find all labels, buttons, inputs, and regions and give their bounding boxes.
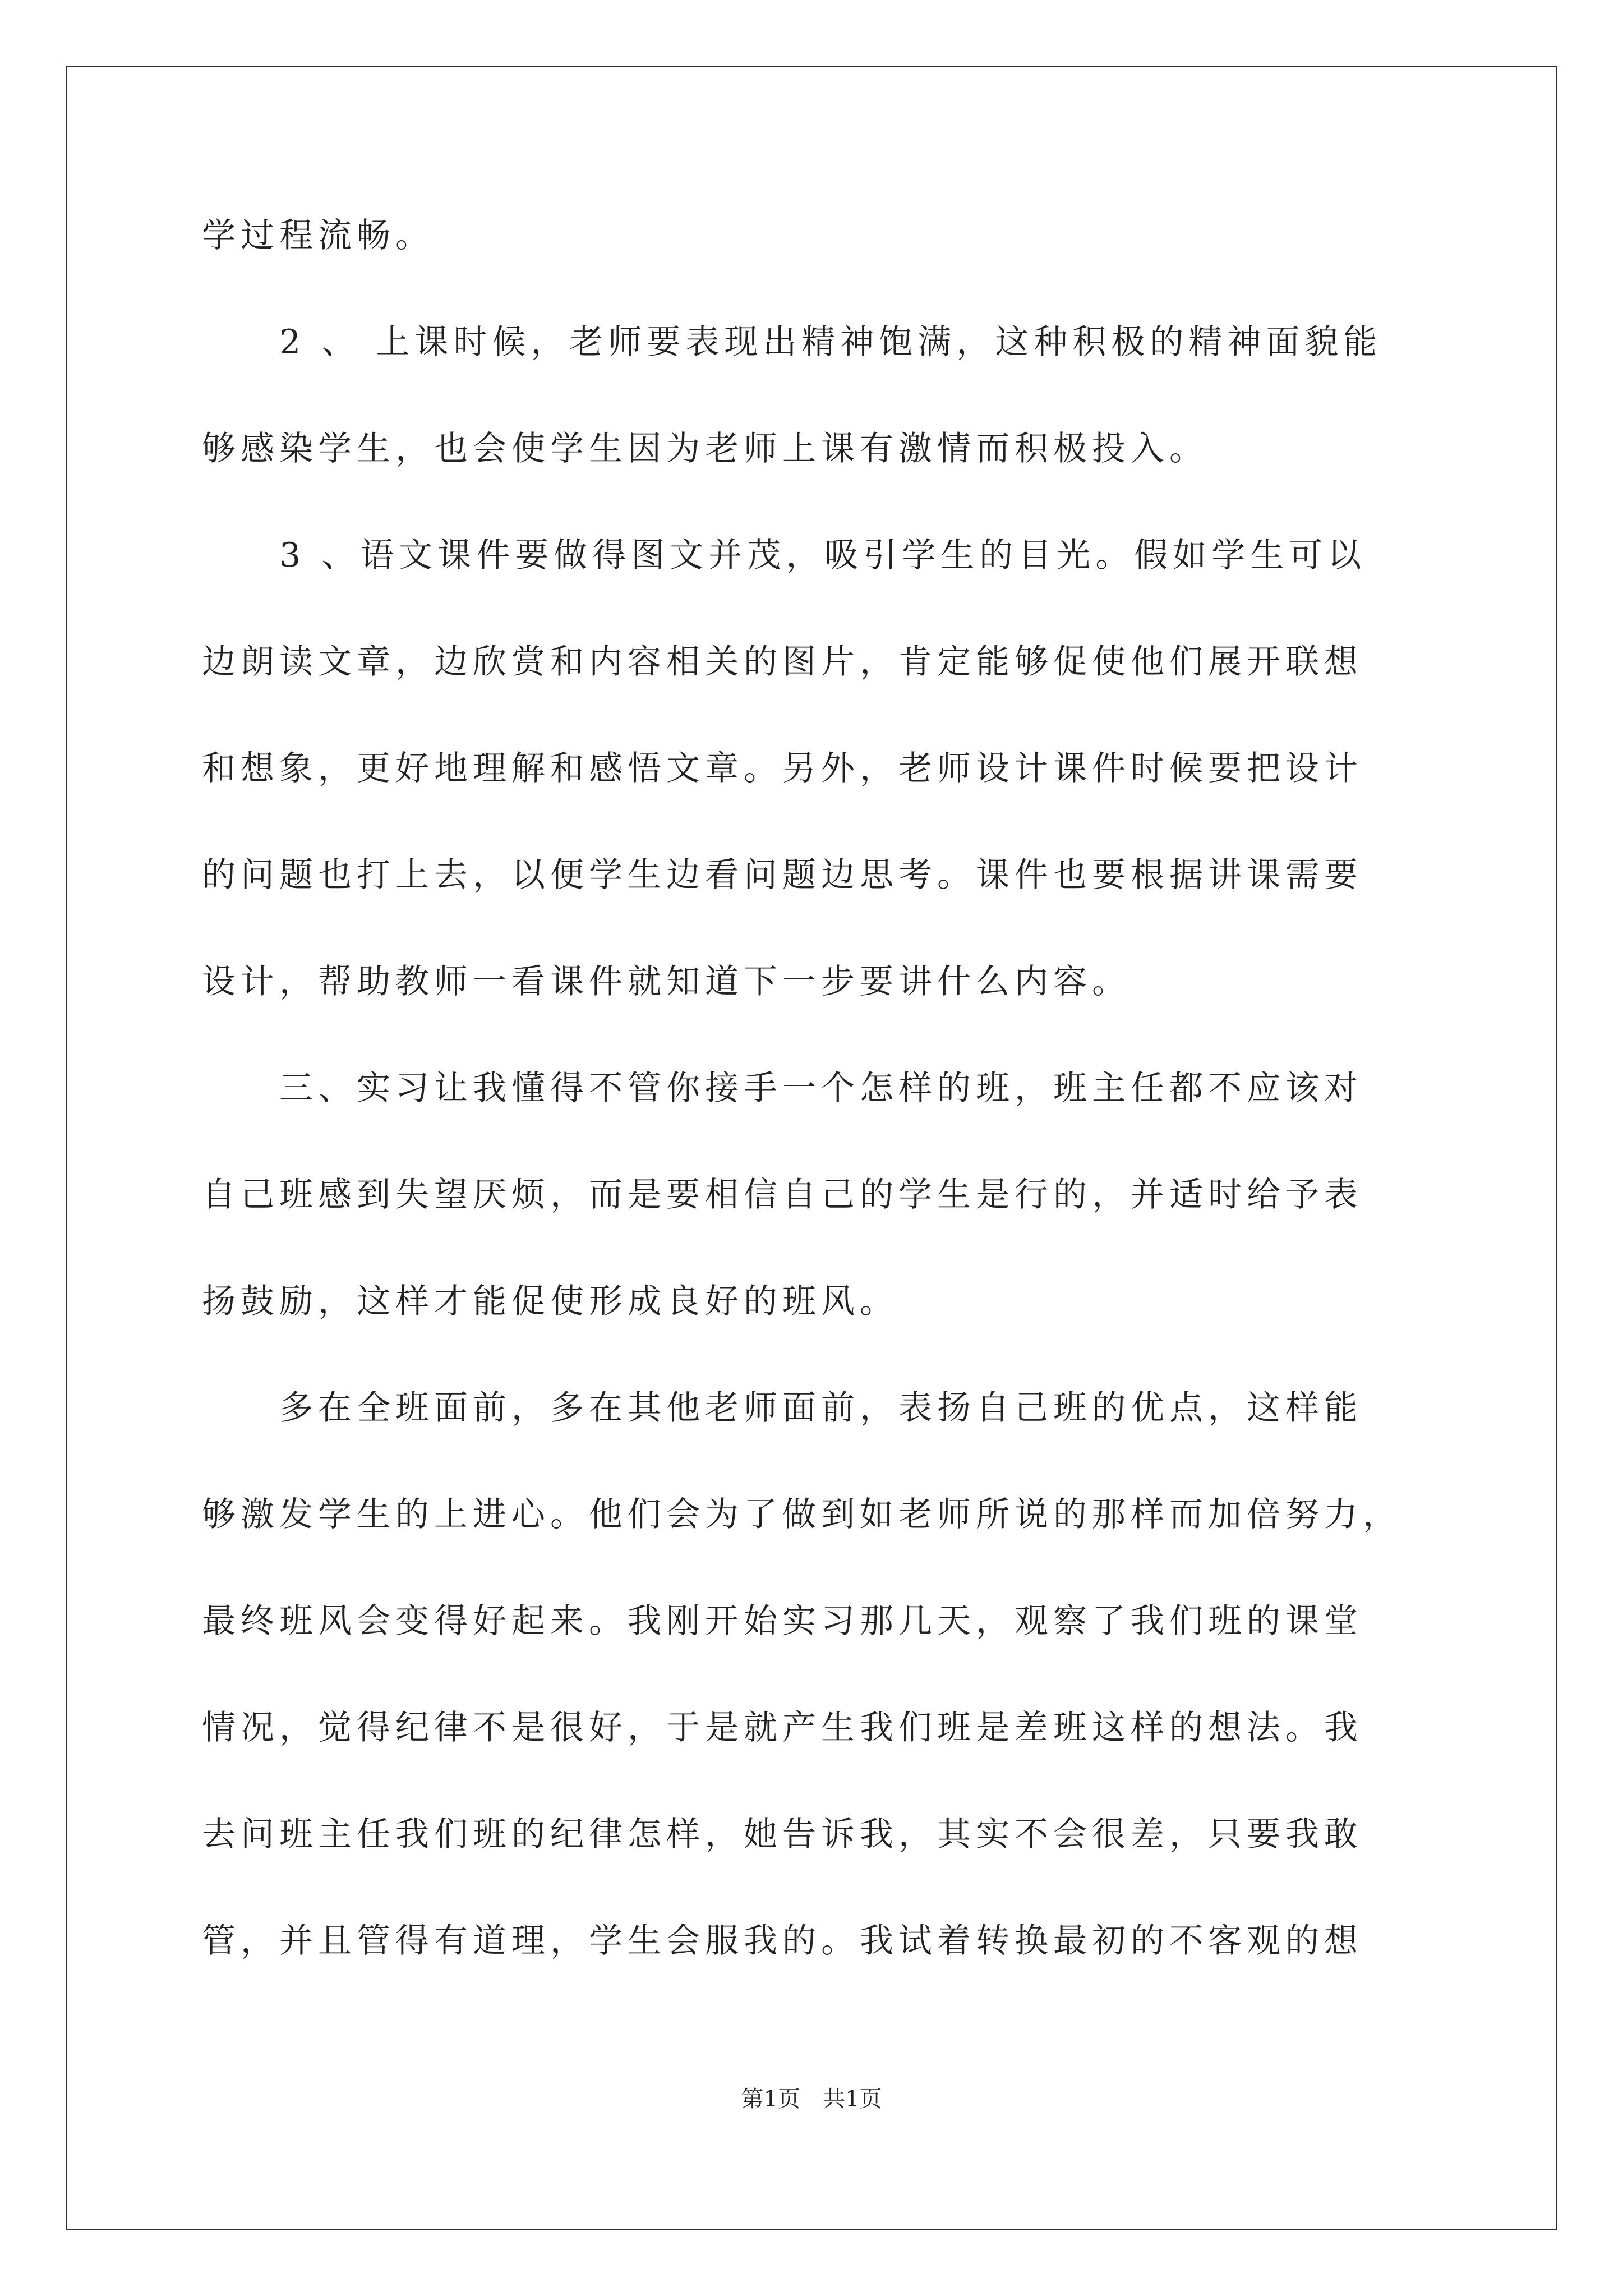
text-line: 够激发学生的上进心。他们会为了做到如老师所说的那样而加倍努力， <box>202 1495 1401 1534</box>
text-line: 和想象，更好地理解和感悟文章。另外，老师设计课件时候要把设计 <box>202 749 1363 788</box>
text-line: 边朗读文章，边欣赏和内容相关的图片，肯定能够促使他们展开联想 <box>202 642 1363 682</box>
text-line: 最终班风会变得好起来。我刚开始实习那几天，观察了我们班的课堂 <box>202 1602 1363 1641</box>
page-number-total: 共1页 <box>823 2086 882 2112</box>
text-line: 的问题也打上去，以便学生边看问题边思考。课件也要根据讲课需要 <box>202 855 1363 895</box>
text-line: 去问班主任我们班的纪律怎样，她告诉我，其实不会很差，只要我敢 <box>202 1815 1363 1854</box>
text-line: 情况，觉得纪律不是很好，于是就产生我们班是差班这样的想法。我 <box>202 1708 1363 1747</box>
text-line: 三、实习让我懂得不管你接手一个怎样的班，班主任都不应该对 <box>202 1069 1363 1108</box>
text-line: 多在全班面前，多在其他老师面前，表扬自己班的优点，这样能 <box>202 1388 1363 1428</box>
text-line: 3 、语文课件要做得图文并茂，吸引学生的目光。假如学生可以 <box>202 536 1367 575</box>
page-footer <box>0 2085 1623 2113</box>
text-line: 够感染学生，也会使学生因为老师上课有激情而积极投入。 <box>202 429 1208 468</box>
text-line: 扬鼓励，这样才能促使形成良好的班风。 <box>202 1282 898 1321</box>
text-line: 管，并且管得有道理，学生会服我的。我试着转换最初的不客观的想 <box>202 1921 1363 1961</box>
page-border <box>66 66 1557 2230</box>
text-line: 自己班感到失望厌烦，而是要相信自己的学生是行的，并适时给予表 <box>202 1175 1363 1214</box>
page-number-current: 第1页 <box>741 2086 800 2112</box>
text-line: 学过程流畅。 <box>202 216 434 255</box>
text-line: 2 、 上课时候，老师要表现出精神饱满，这种积极的精神面貌能 <box>202 323 1382 362</box>
text-line: 设计，帮助教师一看课件就知道下一步要讲什么内容。 <box>202 962 1131 1001</box>
